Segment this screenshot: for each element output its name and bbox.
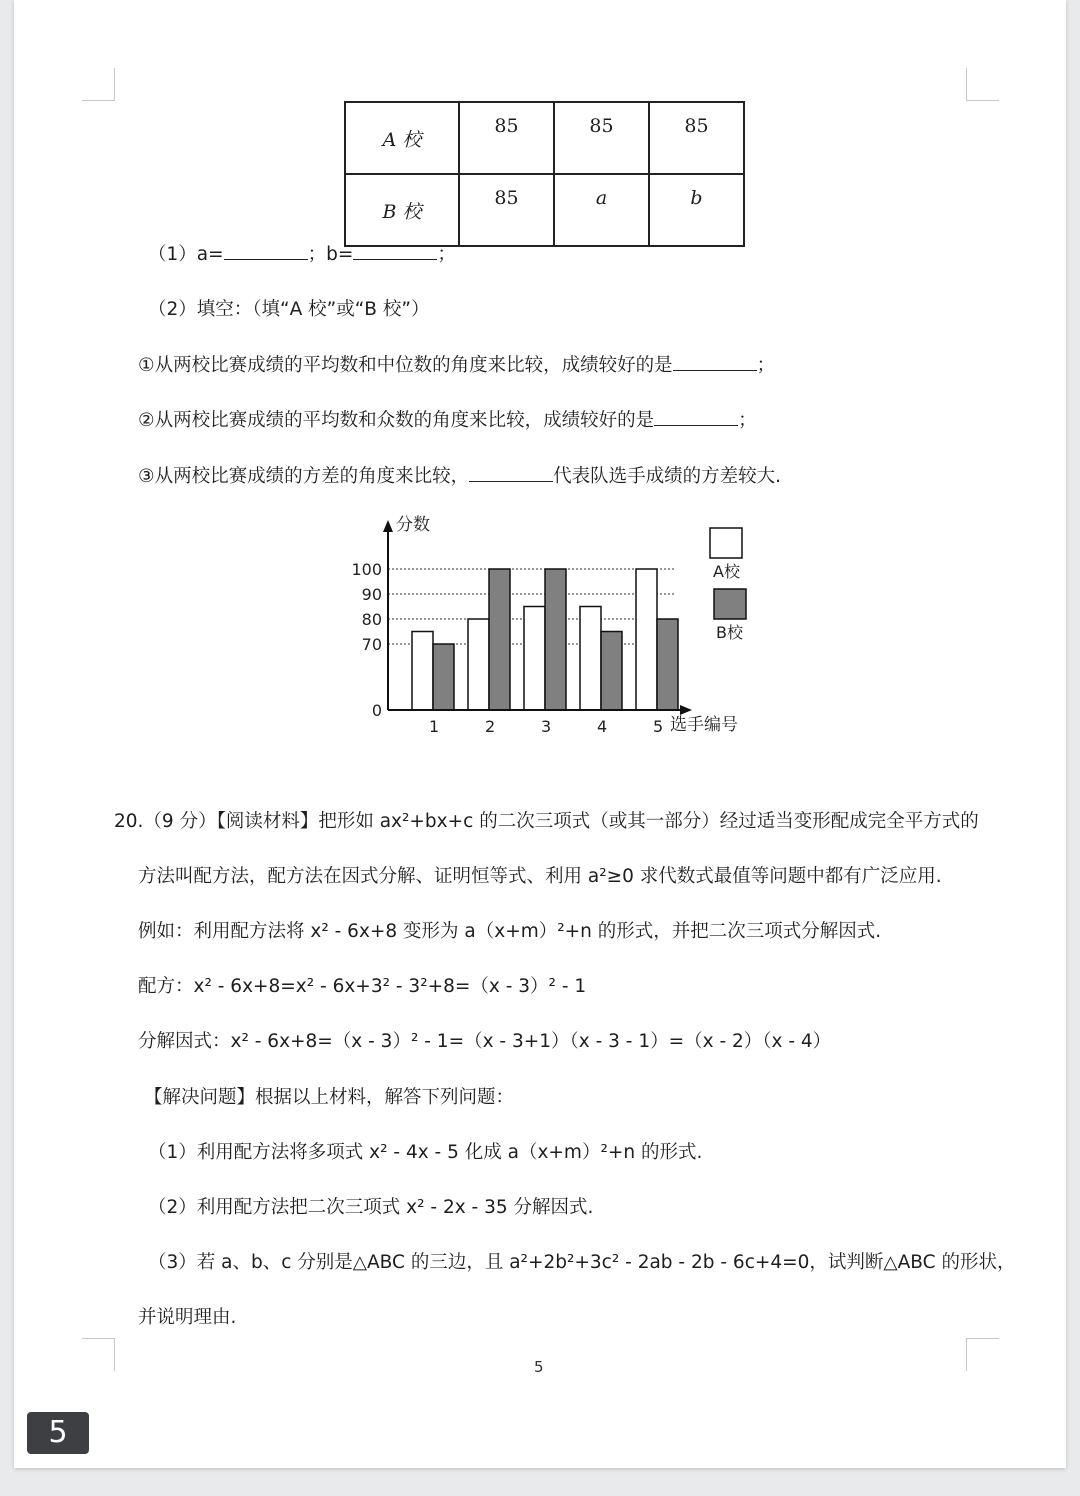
statement-text: 代表队选手成绩的方差较大. — [553, 466, 781, 487]
q20-line-2: 方法叫配方法，配方法在因式分解、证明恒等式、利用 a²≥0 求代数式最值等问题中都有广泛应用. — [138, 866, 942, 887]
y-tick-label: 100 — [351, 560, 382, 579]
x-tick-label: 3 — [541, 717, 552, 736]
legend-label-a: A校 — [713, 562, 740, 581]
bar-b — [657, 619, 678, 710]
q20-line-10: 并说明理由. — [138, 1307, 237, 1328]
x-tick-label: 1 — [429, 717, 440, 736]
page-badge[interactable]: 5 — [27, 1412, 89, 1454]
q20-text: 20.（9 分）【阅读材料】把形如 — [114, 811, 374, 832]
y-tick-label: 70 — [361, 635, 382, 654]
bar-a — [468, 619, 489, 710]
bar-a — [524, 607, 545, 711]
bar-b — [601, 632, 622, 711]
y-tick-label: 80 — [361, 610, 382, 629]
q20-line-5: 分解因式：x² - 6x+8=（x - 3）² - 1=（x - 3+1）（x - 3 - 1）=（x - 2）（x - 4） — [138, 1031, 832, 1052]
q20-line-7: （1）利用配方法将多项式 x² - 4x - 5 化成 a（x+m）²+n 的形式. — [148, 1142, 703, 1163]
bar-a — [636, 569, 657, 710]
crop-mark — [82, 1338, 115, 1371]
q20-line-3: 例如：利用配方法将 x² - 6x+8 变形为 a（x+m）²+n 的形式，并把二次三项式分解因式. — [138, 921, 882, 942]
legend-label-b: B校 — [716, 623, 743, 642]
legend-swatch-a — [710, 528, 742, 558]
table-cell: 85 — [459, 102, 554, 174]
bar-b — [545, 569, 566, 710]
document-page — [14, 0, 1066, 1468]
y-axis-label: 分数 — [396, 515, 430, 535]
q20-line-8: （2）利用配方法把二次三项式 x² - 2x - 35 分解因式. — [148, 1197, 594, 1218]
punctuation: ； — [756, 355, 776, 376]
x-tick-label: 5 — [653, 717, 664, 736]
punctuation: ； — [738, 410, 757, 431]
row-label: B 校 — [345, 174, 459, 246]
q19-part2: （2）填空：（填“A 校”或“B 校”） — [148, 299, 430, 320]
q20-expression: ax²+bx+c — [379, 811, 474, 832]
x-tick-label: 4 — [597, 717, 608, 736]
bar-b — [433, 644, 454, 710]
bar-a — [580, 607, 601, 711]
y-tick-label: 90 — [361, 585, 382, 604]
table-cell: 85 — [459, 174, 554, 246]
statement-text: ②从两校比赛成绩的平均数和众数的角度来比较，成绩较好的是 — [138, 410, 655, 431]
q20-line-6: 【解决问题】根据以上材料，解答下列问题： — [144, 1087, 515, 1108]
table-cell: 85 — [554, 102, 649, 174]
row-label: A 校 — [345, 102, 459, 174]
table-cell: a — [554, 174, 649, 246]
q20-line-9: （3）若 a、b、c 分别是△ABC 的三边，且 a²+2b²+3c² - 2ab - 2b - 6c+4=0，试判断△ABC 的形状， — [148, 1252, 1016, 1273]
crop-mark — [966, 1338, 999, 1371]
q20-line-4: 配方：x² - 6x+8=x² - 6x+3² - 3²+8=（x - 3）² - 1 — [138, 976, 587, 997]
score-bar-chart — [14, 0, 1066, 760]
legend-swatch-b — [714, 589, 746, 619]
bar-a — [412, 632, 433, 711]
q19-part1-b-label: ；b= — [307, 244, 354, 265]
table-cell: 85 — [649, 102, 744, 174]
x-tick-label: 2 — [485, 717, 496, 736]
bar-b — [489, 569, 510, 710]
statement-text: ①从两校比赛成绩的平均数和中位数的角度来比较，成绩较好的是 — [138, 355, 673, 376]
y-tick-label: 0 — [371, 701, 382, 720]
q19-part1-a-label: （1）a= — [148, 244, 224, 265]
x-axis-arrow — [680, 705, 692, 715]
q20-line-1 — [114, 807, 979, 833]
statement-text: ③从两校比赛成绩的方差的角度来比较， — [138, 466, 470, 487]
y-axis-arrow — [383, 520, 393, 532]
q20-text: 的二次三项式（或其一部分）经过适当变形配成完全平方式的 — [479, 811, 979, 832]
table-cell: b — [649, 174, 744, 246]
punctuation: ； — [437, 244, 456, 265]
x-axis-label: 选手编号 — [670, 715, 738, 735]
page-number: 5 — [534, 1358, 544, 1376]
